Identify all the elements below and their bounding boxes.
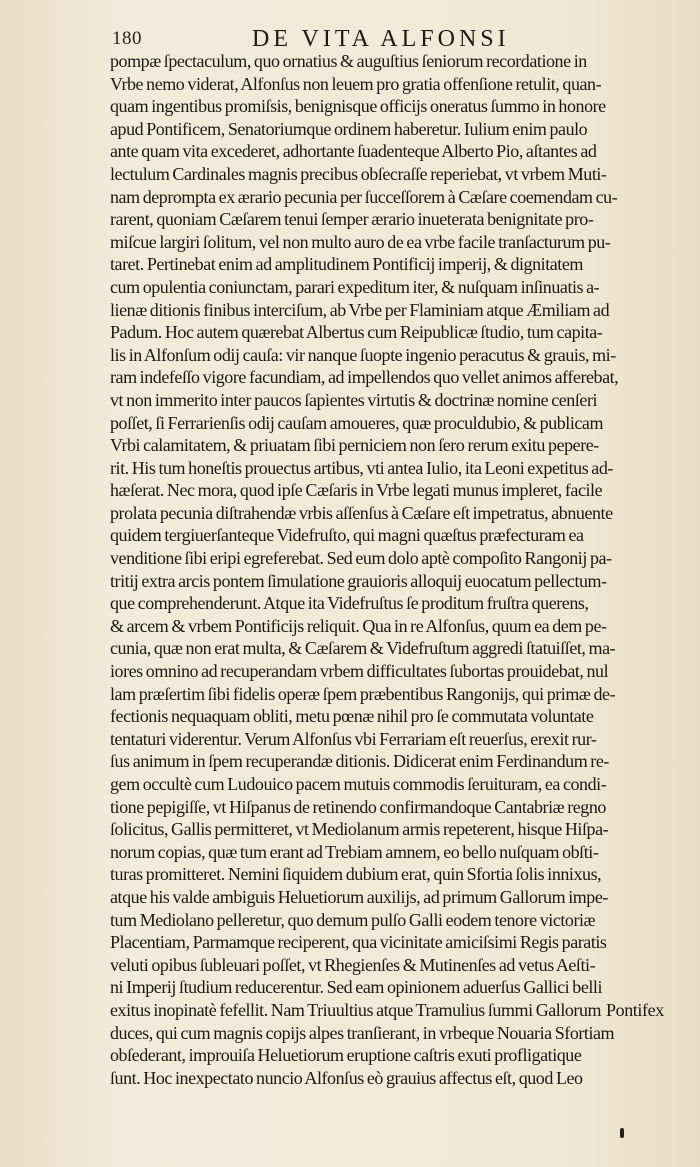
text-line: Vrbi calamitatem, & priuatam ſibi perniciem non ſero rerum exitu pepere- — [110, 435, 599, 456]
body-text — [110, 50, 670, 1089]
text-line: Vrbe nemo viderat, Alfonſus non leuem pro gratia offenſione retulit, quan- — [110, 73, 602, 94]
text-line: quidem tergiuerſanteque Videfruſto, qui magni quæſtus præfecturam ea — [110, 525, 584, 546]
text-line: rit. His tum honeſtis prouectus artibus, vti antea Iulio, ita Leoni expetitus ad- — [110, 457, 613, 478]
text-line: duces, qui cum magnis copijs alpes tranſierant, in vrbeque Nouaria Sfortiam — [110, 1022, 615, 1043]
text-line: ſus animum in ſpem recuperandæ ditionis. Didicerat enim Ferdinandum re- — [110, 751, 609, 772]
text-line: que comprehenderunt. Atque ita Videfruſtus ſe proditum fruſtra querens, — [110, 593, 589, 614]
text-line: lis in Alfonſum odij cauſa: vir nanque ſuopte ingenio peracutus & grauis, mi- — [110, 344, 616, 365]
text-line: iores omnino ad recuperandam vrbem difficultates ſubortas prouidebat, nul — [110, 661, 609, 682]
text-line: exitus inopinatè fefellit. Nam Triuultius atque Tramulius ſummi Gallorum — [110, 999, 602, 1020]
page-number: 180 — [112, 28, 142, 49]
text-line: norum copias, quæ tum erant ad Trebiam amnem, eo bello nuſquam obſti- — [110, 841, 599, 862]
text-line: quam ingentibus promiſsis, benignisque officijs oneratus ſummo in honore — [110, 96, 606, 117]
text-line: Padum. Hoc autem quærebat Albertus cum Reipublicæ ſtudio, tum capita- — [110, 322, 603, 343]
text-line: hæſerat. Nec mora, quod ipſe Cæſaris in Vrbe legati munus impleret, facile — [110, 480, 603, 501]
text-line: fectionis nequaquam obliti, metu pœnæ nihil pro ſe commutata voluntate — [110, 706, 594, 727]
text-line: vt non immerito inter paucos ſapientes virtutis & doctrinæ nomine cenſeri — [110, 389, 598, 410]
text-line: ni Imperij ſtudium reducerentur. Sed eam opinionem aduerſus Gallici belli — [110, 977, 603, 998]
text-line: pompæ ſpectaculum, quo ornatius & auguſtius ſeniorum recordatione in — [110, 51, 587, 71]
text-line: tum Mediolano pelleretur, quo demum pulſo Galli eodem tenore victoriæ — [110, 909, 596, 930]
text-line: miſcue largiri ſolitum, vel non multo auro de ea vrbe facile tranſacturum pu- — [110, 231, 611, 252]
text-line: turas promitteret. Nemini ſiquidem dubium erat, quin Sfortia ſolis innixus, — [110, 864, 602, 885]
text-line: ante quam vita excederet, adhortante ſuadenteque Alberto Pio, aſtantes ad — [110, 141, 597, 162]
text-line: tritij extra arcis pontem ſimulatione grauioris alloquij euocatum pellectum- — [110, 570, 607, 591]
text-line: obſederant, improuiſa Heluetiorum eruptione caſtris exuti profligatique — [110, 1045, 582, 1066]
text-line: lectulum Cardinales magnis precibus obſecraſſe reperiebat, vt vrbem Muti- — [110, 163, 607, 184]
text-line: prolata pecunia diſtrahendæ vrbis aſſenſus à Cæſare eſt impetratus, abnuente — [110, 502, 613, 523]
running-head: DE VITA ALFONSI — [252, 26, 510, 52]
text-line: lienæ ditionis finibus interciſum, ab Vrbe per Flaminiam atque Æmiliam ad — [110, 299, 610, 320]
text-line: nam deprompta ex ærario pecunia per ſucceſſorem à Cæſare coemendam cu- — [110, 186, 618, 207]
text-line: taret. Pertinebat enim ad amplitudinem Pontificij imperij, & dignitatem — [110, 254, 583, 275]
text-line: ſunt. Hoc inexpectato nuncio Alfonſus eò grauius affectus eſt, quod Leo — [110, 1067, 583, 1088]
text-line: rarent, quoniam Cæſarem tenui ſemper ærario inueterata benignitate pro- — [110, 209, 594, 230]
text-line: apud Pontificem, Senatoriumque ordinem haberetur. Iulium enim paulo — [110, 118, 588, 139]
text-line: poſſet, ſi Ferrarienſis odij cauſam amoueres, quæ proculdubio, & publicam — [110, 412, 604, 433]
text-line: veluti opibus ſubleuari poſſet, vt Rhegienſes & Mutinenſes ad vetus Aeſti- — [110, 954, 596, 975]
text-line: gem occultè cum Ludouico pacem mutuis commodis ſeruituram, ea condi- — [110, 774, 607, 794]
text-line: Placentiam, Parmamque reciperent, qua vicinitate amiciſsimi Regis paratis — [110, 932, 607, 953]
text-line: lam præſertim ſibi fidelis operæ ſpem præbentibus Rangonijs, qui primæ de- — [110, 683, 616, 704]
text-line: ram indefeſſo vigore facundiam, ad impellendos quo vellet animos afferebat, — [110, 367, 619, 388]
text-line: tione pepigiſſe, vt Hiſpanus de retinendo confirmandoque Cantabriæ regno — [110, 796, 606, 817]
text-line: & arcem & vrbem Pontificijs reliquit. Qua in re Alfonſus, quum ea dem pe- — [110, 615, 607, 636]
ink-mark — [620, 1128, 624, 1138]
text-line: ſolicitus, Gallis permitteret, vt Mediolanum armis repeterent, hisque Hiſpa- — [110, 819, 609, 840]
text-line: atque his valde ambiguis Heluetiorum auxilijs, ad primum Gallorum impe- — [110, 886, 608, 907]
text-line: tentaturi viderentur. Verum Alfonſus vbi Ferrariam eſt reuerſus, erexit rur- — [110, 728, 597, 749]
text-line: venditione ſibi eripi egreferebat. Sed eum dolo aptè compoſito Rangonij pa- — [110, 548, 612, 569]
text-line: cum opulentia coniunctam, parari expeditum iter, & nuſquam inſinuatis a- — [110, 276, 600, 297]
text-line: cunia, quæ non erat multa, & Cæſarem & Videfruſtum aggredi ſtatuiſſet, ma- — [110, 638, 616, 659]
catchword: Pontifex — [606, 1000, 664, 1020]
